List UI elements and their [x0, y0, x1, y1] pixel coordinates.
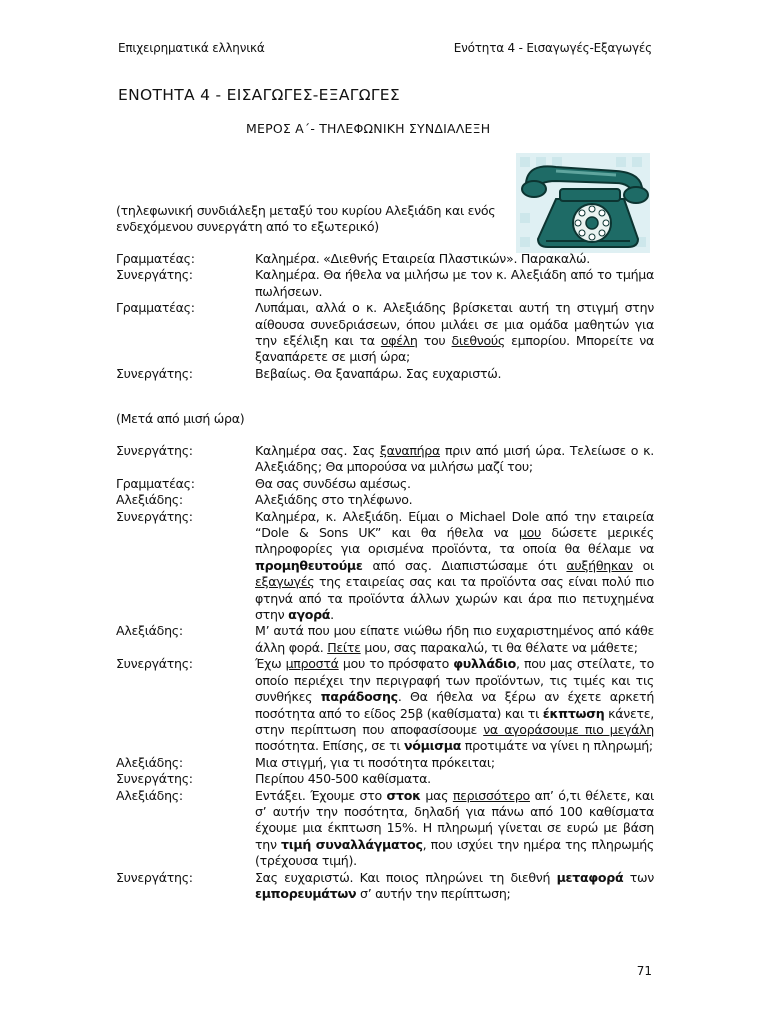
dialogue-line	[116, 492, 654, 508]
utterance-text	[255, 656, 654, 754]
rotary-telephone-icon	[516, 153, 650, 253]
speaker-label: Αλεξιάδης:	[116, 754, 183, 770]
section-subtitle: ΜΕΡΟΣ Α΄- ΤΗΛΕΦΩΝΙΚΗ ΣΥΝΔΙΑΛΕΞΗ	[246, 121, 491, 136]
text-run: , που μας στείλατε, το οποίο περιέχει την περιγραφή των προϊόντων, τις τιμές και τις συνθήκες	[255, 656, 654, 705]
text-run: Καλημέρα σας. Σας	[255, 443, 380, 458]
speaker-label: Συνεργάτης:	[116, 656, 193, 672]
dialogue-line	[116, 755, 654, 771]
speaker-label: Συνεργάτης:	[116, 771, 193, 787]
key-term: προμηθευτούμε	[255, 557, 363, 573]
underlined-word: ξαναπήρα	[379, 443, 440, 458]
speaker-label: Συνεργάτης:	[116, 365, 193, 381]
utterance-text	[255, 755, 654, 771]
text-run: του	[417, 333, 452, 349]
key-term: εμπορευμάτων	[255, 885, 357, 901]
text-run: πριν από μισή ώρα. Τελείωσε ο κ. Αλεξιάδης; Θα μπορούσα να μιλήσω μαζί του;	[255, 443, 654, 475]
utterance-text	[255, 267, 654, 300]
text-run: Καλημέρα. Θα ήθελα να μιλήσω με τον κ. Αλεξιάδη από το τμήμα πωλήσεων.	[255, 267, 654, 299]
key-term: στοκ	[386, 787, 421, 803]
utterance-text	[255, 870, 654, 903]
dialogue-line	[116, 623, 654, 656]
intro-text: (τηλεφωνική συνδιάλεξη μεταξύ του κυρίου Αλεξιάδη και ενός ενδεχόμενου συνεργάτη από το εξωτερικό)	[116, 203, 496, 235]
text-run: Λυπάμαι, αλλά ο κ. Αλεξιάδης βρίσκεται αυτή τη στιγμή στην αίθουσα συνεδριάσεων, όπου μιλάει σε μια ομάδα μαθητών για την εξέλιξη και τα	[255, 300, 654, 349]
speaker-label: Αλεξιάδης:	[116, 623, 183, 639]
underlined-word: περισσότερο	[452, 787, 530, 803]
text-run: ποσότητα. Επίσης, σε τι	[255, 738, 405, 754]
utterance-text	[255, 771, 654, 787]
dialogue-line	[116, 476, 654, 492]
underlined-word: Πείτε	[327, 639, 361, 655]
text-run: Βεβαίως. Θα ξαναπάρω. Σας ευχαριστώ.	[255, 365, 502, 381]
dialogue-part2	[116, 443, 654, 902]
utterance-text	[255, 476, 654, 492]
speaker-label: Συνεργάτης:	[116, 443, 193, 458]
text-run: Περίπου 450-500 καθίσματα.	[255, 771, 431, 787]
key-term: παράδοσης	[320, 689, 398, 705]
text-run: προτιμάτε να γίνει η πληρωμή;	[461, 738, 653, 754]
dialogue-line	[116, 267, 654, 300]
dialogue-line	[116, 656, 654, 754]
utterance-text	[255, 623, 654, 656]
text-run: οι	[632, 557, 655, 573]
text-run: Θα σας συνδέσω αμέσως.	[255, 475, 411, 491]
speaker-label: Συνεργάτης:	[116, 869, 193, 885]
dialogue-line	[116, 251, 654, 267]
utterance-text	[255, 300, 654, 366]
text-run: Καλημέρα, κ. Αλεξιάδη. Είμαι ο Michael Dole από την εταιρεία “Dole & Sons UK” και θα ήθελα να	[255, 508, 654, 541]
running-header-right: Ενότητα 4 - Εισαγωγές-Εξαγωγές	[453, 41, 652, 55]
speaker-label: Γραμματέας:	[116, 300, 195, 316]
utterance-text	[255, 251, 654, 267]
text-run: απ’ ό,τι θέλετε, και σ’ αυτήν την ποσότητα, δηλαδή για πάνω από 100 καθίσματα έχουμε μια έκπτωση 15%. Η πληρωμή γίνεται σε ευρώ με βάση την	[255, 787, 654, 852]
text-run: μας	[420, 787, 453, 803]
speaker-label: Αλεξιάδης:	[116, 787, 183, 803]
text-run: δώσετε μερικές πληροφορίες για ορισμένα προϊόντα, τα οποία θα θέλαμε να	[255, 525, 654, 557]
speaker-label: Συνεργάτης:	[116, 267, 193, 283]
underlined-word: μου	[518, 525, 542, 541]
dialogue-line	[116, 366, 654, 382]
speaker-label: Αλεξιάδης:	[116, 492, 183, 508]
running-header-left: Επιχειρηματικά ελληνικά	[118, 41, 265, 55]
underlined-word: διεθνούς	[451, 333, 506, 349]
utterance-text	[255, 492, 654, 508]
key-term: αγορά	[288, 607, 331, 623]
underlined-word: αυξήθηκαν	[566, 557, 633, 573]
text-run: μου το πρόσφατο	[338, 656, 454, 672]
text-run: Καλημέρα. «Διεθνής Εταιρεία Πλαστικών». Παρακαλώ.	[255, 251, 590, 266]
text-run: .	[330, 607, 334, 623]
dialogue-line	[116, 509, 654, 624]
text-run: Μ’ αυτά που μου είπατε νιώθω ήδη πιο ευχαριστημένος από κάθε άλλη φορά.	[255, 623, 654, 655]
dialogue-line	[116, 788, 654, 870]
text-run: της εταιρείας σας και τα προϊόντα σας είναι πολύ πιο φτηνά από τα προϊόντα άλλων χωρών και άρα πιο πετυχημένα στην	[255, 574, 654, 623]
text-run: μου, σας παρακαλώ, τι θα θέλατε να μάθετε;	[360, 639, 638, 655]
key-term: τιμή συναλλάγματος	[281, 836, 423, 852]
page-number: 71	[636, 964, 652, 978]
key-term: έκπτωση	[542, 705, 605, 721]
text-run: κάνετε, στην περίπτωση που αποφασίσουμε	[255, 705, 655, 737]
text-run: Αλεξιάδης στο τηλέφωνο.	[255, 492, 413, 508]
utterance-text	[255, 443, 654, 476]
text-run: σ’ αυτήν την περίπτωση;	[356, 885, 511, 901]
key-term: φυλλάδιο	[453, 656, 516, 672]
underlined-word: μπροστά	[285, 656, 339, 672]
speaker-label: Συνεργάτης:	[116, 508, 193, 524]
time-note: (Μετά από μισή ώρα)	[116, 411, 245, 426]
text-run: , που ισχύει την ημέρα της πληρωμής (τρέχουσα τιμή).	[255, 836, 655, 869]
text-run: εμπορίου. Μπορείτε να ξαναπάρετε σε μισή ώρα;	[255, 333, 654, 365]
dialogue-line	[116, 771, 654, 787]
speaker-label: Γραμματέας:	[116, 475, 195, 491]
underlined-word: οφέλη	[380, 333, 418, 349]
key-term: νόμισμα	[404, 738, 462, 754]
text-run: από σας. Διαπιστώσαμε ότι	[362, 557, 567, 573]
underlined-word: να αγοράσουμε πιο μεγάλη	[483, 721, 654, 737]
dialogue-line	[116, 300, 654, 366]
text-run: των	[623, 869, 655, 885]
text-run: Εντάξει. Έχουμε στο	[255, 787, 387, 803]
text-run: Έχω	[255, 656, 286, 672]
text-run: Μια στιγμή, για τι ποσότητα πρόκειται;	[255, 754, 495, 770]
dialogue-line	[116, 443, 654, 476]
utterance-text	[255, 788, 654, 870]
text-run: . Θα ήθελα να ξέρω αν έχετε αρκετή ποσότητα από το είδος 25β (καθίσματα) και τι	[255, 689, 654, 721]
text-run: Σας ευχαριστώ. Και ποιος πληρώνει τη διεθνή	[255, 869, 557, 885]
dialogue-line	[116, 870, 654, 903]
utterance-text	[255, 509, 654, 624]
underlined-word: εξαγωγές	[255, 574, 315, 590]
dialogue-part1	[116, 251, 654, 382]
page-title: ΕΝΟΤΗΤΑ 4 - ΕΙΣΑΓΩΓΕΣ-ΕΞΑΓΩΓΕΣ	[118, 86, 400, 104]
key-term: μεταφορά	[556, 869, 624, 885]
utterance-text	[255, 366, 654, 382]
speaker-label: Γραμματέας:	[116, 251, 195, 266]
